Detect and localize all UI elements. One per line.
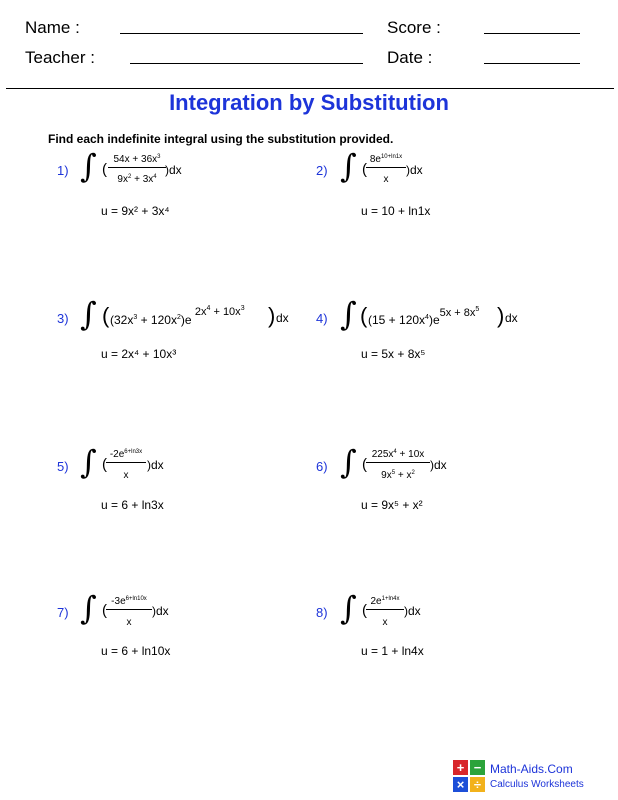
- integral-sign: ∫: [340, 443, 357, 481]
- fraction-bar: [366, 167, 406, 168]
- fraction-bar: [108, 167, 166, 168]
- date-label: Date :: [387, 48, 433, 67]
- open-paren: (: [360, 303, 368, 328]
- header-divider: [6, 88, 614, 89]
- name-line[interactable]: [120, 33, 363, 34]
- integrand-tail: )dx: [406, 163, 423, 177]
- open-paren: (: [102, 602, 107, 619]
- open-paren: (: [102, 303, 110, 328]
- numerator: $8e^{10+ln1x}$: [369, 154, 403, 165]
- problem-number: 3): [57, 311, 69, 326]
- name-label: Name :: [25, 18, 80, 37]
- substitution: u = 10 + ln1x: [361, 204, 431, 218]
- open-paren: (: [362, 161, 367, 178]
- integrand-tail: )dx: [147, 458, 164, 472]
- integral-sign: ∫: [80, 295, 97, 333]
- close-paren: ): [497, 303, 505, 328]
- open-paren: (: [102, 456, 107, 473]
- problem-number: 8): [316, 605, 328, 620]
- integrand-tail: )dx: [152, 604, 169, 618]
- integrand: $(32x^3 + 120x^2)e$ $2x^4 + 10x^3$: [110, 305, 245, 327]
- integral-sign: ∫: [80, 147, 97, 185]
- times-icon: ×: [453, 777, 468, 792]
- teacher-line[interactable]: [130, 63, 363, 64]
- denominator: $9x^2 + 3x^4$: [117, 174, 157, 185]
- score-label: Score :: [387, 18, 441, 37]
- substitution: u = 5x + 8x⁵: [361, 347, 426, 361]
- denominator: x: [383, 174, 389, 185]
- problem-number: 1): [57, 163, 69, 178]
- integral-sign: ∫: [80, 589, 97, 627]
- numerator: $-2e^{6+ln3x}$: [109, 449, 143, 460]
- substitution: u = 6 + ln10x: [101, 644, 171, 658]
- integral-sign: ∫: [340, 147, 357, 185]
- date-line[interactable]: [484, 63, 580, 64]
- divide-icon: ÷: [470, 777, 485, 792]
- denominator: x: [126, 617, 132, 628]
- substitution: u = 2x⁴ + 10x³: [101, 347, 177, 361]
- integrand-tail: )dx: [404, 604, 421, 618]
- plus-icon: +: [453, 760, 468, 775]
- problem-number: 5): [57, 459, 69, 474]
- denominator: x: [382, 617, 388, 628]
- fraction-bar: [106, 462, 146, 463]
- denominator: $9x^5 + x^2$: [381, 470, 415, 481]
- integral-sign: ∫: [80, 443, 97, 481]
- numerator: $2e^{1+ln4x}$: [370, 596, 400, 607]
- brand-subtitle: Calculus Worksheets: [490, 779, 584, 790]
- page-title: Integration by Substitution: [169, 90, 449, 115]
- integral-sign: ∫: [340, 589, 357, 627]
- substitution: u = 6 + ln3x: [101, 498, 164, 512]
- numerator: $54x + 36x^3$: [113, 154, 161, 165]
- open-paren: (: [362, 602, 367, 619]
- integrand: $(15 + 120x^4)e5x + 8x^5$: [368, 306, 480, 327]
- integrand-tail: )dx: [165, 163, 182, 177]
- substitution: u = 9x⁵ + x²: [361, 498, 423, 512]
- score-line[interactable]: [484, 33, 580, 34]
- dx: dx: [505, 311, 518, 325]
- numerator: $-3e^{6+ln10x}$: [111, 596, 147, 607]
- problem-number: 2): [316, 163, 328, 178]
- substitution: u = 1 + ln4x: [361, 644, 424, 658]
- teacher-label: Teacher :: [25, 48, 95, 67]
- problem-number: 4): [316, 311, 328, 326]
- math-aids-logo-icon: [453, 760, 485, 792]
- integral-sign: ∫: [340, 295, 357, 333]
- problem-number: 6): [316, 459, 328, 474]
- open-paren: (: [362, 456, 367, 473]
- close-paren: ): [268, 303, 276, 328]
- fraction-bar: [106, 609, 152, 610]
- brand-name[interactable]: Math-Aids.Com: [490, 762, 573, 776]
- substitution: u = 9x² + 3x⁴: [101, 204, 170, 218]
- minus-icon: −: [470, 760, 485, 775]
- denominator: x: [123, 470, 129, 481]
- open-paren: (: [102, 161, 107, 178]
- dx: dx: [276, 311, 289, 325]
- integrand-tail: )dx: [430, 458, 447, 472]
- fraction-bar: [366, 462, 430, 463]
- numerator: $225x^4 + 10x$: [371, 449, 425, 460]
- problem-number: 7): [57, 605, 69, 620]
- instructions: Find each indefinite integral using the substitution provided.: [48, 132, 394, 146]
- fraction-bar: [366, 609, 404, 610]
